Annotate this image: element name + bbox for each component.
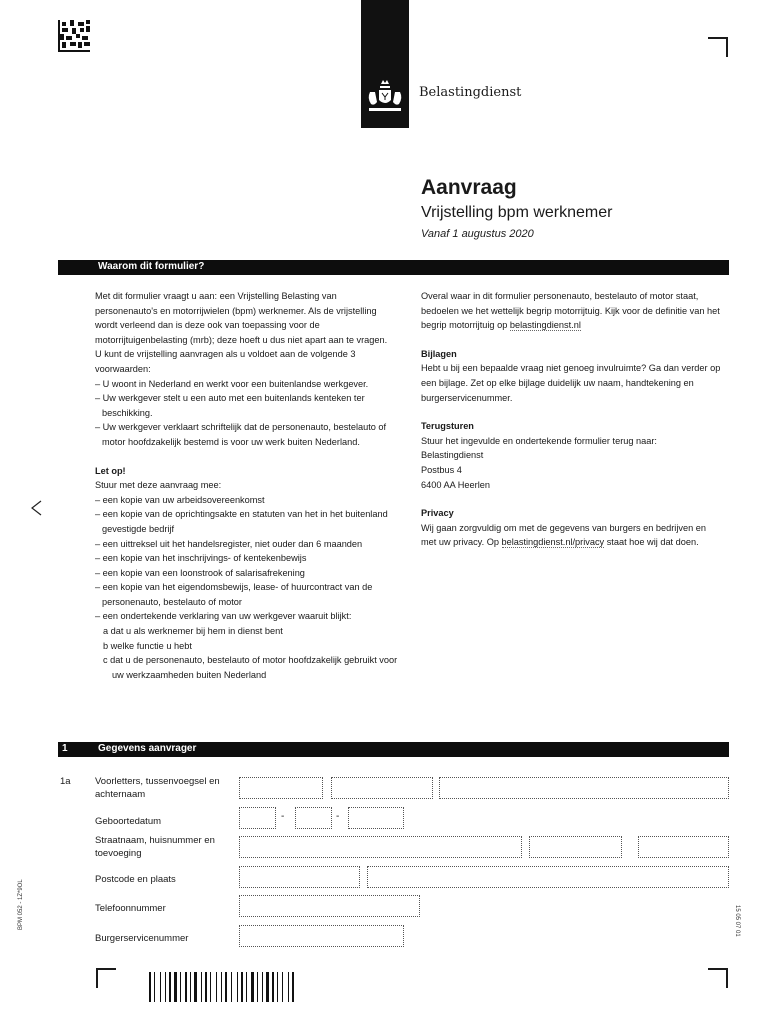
chevron-left-icon[interactable]	[30, 500, 42, 516]
section-heading-1: Gegevens aanvrager	[98, 743, 197, 754]
form-code-left: BPM 052 - 1Z*9OL	[18, 879, 24, 930]
sub-list-item: b welke functie u hebt	[103, 640, 192, 651]
phone-input[interactable]	[239, 895, 420, 917]
list-item: – een kopie van de oprichtingsakte en statuten van het in het buitenland gevestigde bedrijf	[95, 509, 388, 534]
addition-input[interactable]	[638, 836, 729, 858]
section-number: 1	[62, 743, 68, 754]
crop-mark-top-right	[708, 37, 728, 57]
list-item: – U woont in Nederland en werkt voor een buitenlandse werkgever.	[95, 378, 369, 389]
privacy-link[interactable]: belastingdienst.nl/privacy	[501, 537, 605, 548]
house-number-input[interactable]	[529, 836, 622, 858]
birthdate-label: Geboortedatum	[95, 816, 162, 827]
letop-intro: Stuur met deze aanvraag mee:	[95, 480, 222, 491]
postcode-input[interactable]	[239, 866, 360, 888]
terugsturen-text: Stuur het ingevulde en ondertekende formulier terug naar:	[421, 435, 657, 446]
date-separator: -	[281, 811, 285, 822]
city-input[interactable]	[367, 866, 729, 888]
conditions-intro: U kunt de vrijstelling aanvragen als u voldoet aan de volgende 3 voorwaarden:	[95, 349, 356, 374]
logo-block	[361, 0, 409, 128]
why-left-column	[95, 289, 400, 682]
crest-icon	[361, 0, 409, 128]
effective-date: Vanaf 1 augustus 2020	[421, 228, 534, 240]
birth-year-input[interactable]	[348, 807, 404, 829]
list-item: – een kopie van het eigendomsbewijs, lease- of huurcontract van de personenauto, bestelauto of motor	[95, 582, 373, 607]
bijlagen-text: Hebt u bij een bepaalde vraag niet genoeg invulruimte? Ga dan verder op een bijlage. Zet op elke bijlage duidelijk uw naam, handtekening en burgerservicenummer.	[421, 363, 721, 403]
section-bar-why	[58, 260, 729, 275]
date-separator: -	[336, 811, 340, 822]
page-subtitle: Vrijstelling bpm werknemer	[421, 204, 613, 221]
prefix-input[interactable]	[331, 777, 433, 799]
definition-text: Overal waar in dit formulier personenauto, bestelauto of motor staat, bedoelen we het wettelijk begrip motorrijtuig. Kijk voor de definitie van het begrip motorrijtuig op belastingdienst.nl	[421, 291, 720, 331]
letop-heading: Let op!	[95, 465, 126, 476]
list-item: – een kopie van uw arbeidsovereenkomst	[95, 494, 265, 505]
initials-input[interactable]	[239, 777, 323, 799]
bijlagen-heading: Bijlagen	[421, 348, 457, 359]
terugsturen-heading: Terugsturen	[421, 421, 474, 432]
birth-month-input[interactable]	[295, 807, 332, 829]
question-number: 1a	[60, 776, 71, 787]
street-label: Straatnaam, huisnummer en toevoeging	[95, 835, 215, 859]
street-input[interactable]	[239, 836, 522, 858]
section-heading-why: Waarom dit formulier?	[98, 261, 205, 272]
barcode	[149, 972, 314, 1002]
list-item: – Uw werkgever verklaart schriftelijk dat de personenauto, bestelauto of motor hoofdzakelijk bestemd is voor uw werk buiten Nederland.	[95, 422, 387, 447]
form-code-right: 15 05 07 01	[734, 905, 740, 937]
list-item: – Uw werkgever stelt u een auto met een buitenlands kenteken ter beschikking.	[95, 393, 365, 418]
phone-label: Telefoonnummer	[95, 903, 166, 914]
sub-list-item: c dat u de personenauto, bestelauto of motor hoofdzakelijk gebruikt voor uw werkzaamheden buiten Nederland	[103, 655, 398, 680]
privacy-text: Wij gaan zorgvuldig om met de gegevens van burgers en bedrijven en met uw privacy. Op belastingdienst.nl/privacy staat hoe wij dat doen.	[421, 522, 706, 548]
crop-mark-bottom-left	[96, 968, 116, 988]
privacy-heading: Privacy	[421, 508, 454, 519]
crop-mark-bottom-right	[708, 968, 728, 988]
list-item: – een uittreksel uit het handelsregister, niet ouder dan 6 maanden	[95, 538, 363, 549]
list-item: – een kopie van een loonstrook of salarisafrekening	[95, 567, 305, 578]
why-right-column	[421, 289, 721, 550]
birth-day-input[interactable]	[239, 807, 276, 829]
postcode-label: Postcode en plaats	[95, 874, 176, 885]
datamatrix-code	[58, 20, 90, 52]
address-line: Postbus 4	[421, 464, 462, 475]
definition-link[interactable]: belastingdienst.nl	[509, 320, 581, 331]
logo-text: Belastingdienst	[419, 85, 522, 100]
address-line: Belastingdienst	[421, 450, 484, 461]
address-line: 6400 AA Heerlen	[421, 479, 490, 490]
intro-text: Met dit formulier vraagt u aan: een Vrijstelling Belasting van personenauto's en motorrijwielen (bpm) werknemer. Als de vrijstelling wordt verleend dan is deze ook van toepassing voor de motorrijtuigenbelasting (mrb); deze hoeft u dus niet apart aan te vragen.	[95, 291, 388, 345]
bsn-input[interactable]	[239, 925, 404, 947]
section-bar-1	[58, 742, 729, 757]
name-label: Voorletters, tussenvoegsel en achternaam	[95, 776, 220, 800]
page-title: Aanvraag	[421, 176, 517, 199]
list-item: – een kopie van het inschrijvings- of kentekenbewijs	[95, 553, 307, 564]
surname-input[interactable]	[439, 777, 729, 799]
list-item: – een ondertekende verklaring van uw werkgever waaruit blijkt:	[95, 611, 352, 622]
bsn-label: Burgerservicenummer	[95, 933, 189, 944]
sub-list-item: a dat u als werknemer bij hem in dienst bent	[103, 626, 283, 637]
